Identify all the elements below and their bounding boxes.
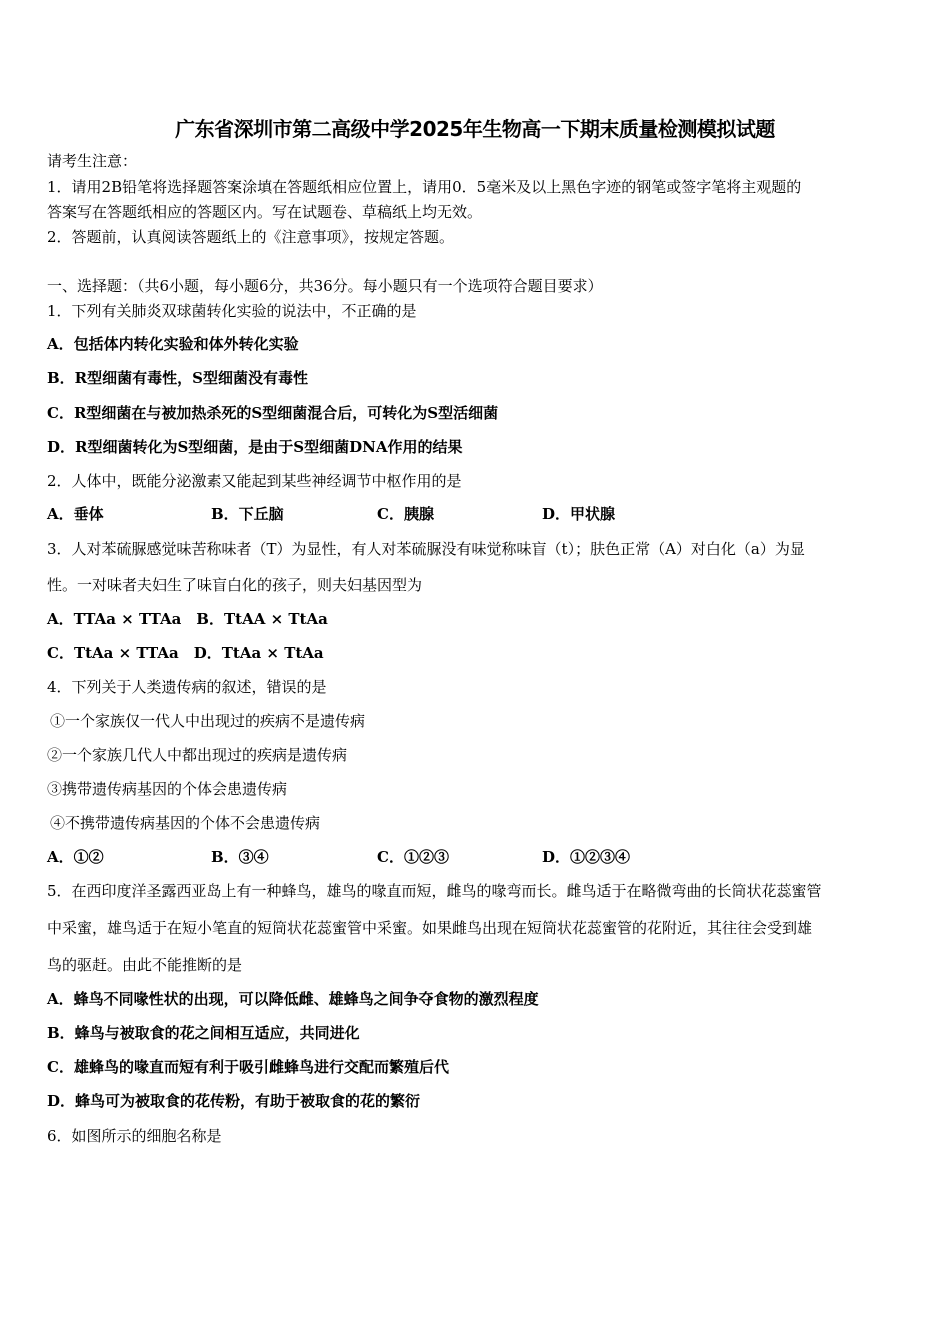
q1-option-a: A．包括体内转化实验和体外转化实验 bbox=[47, 335, 299, 353]
q5-option-a: A．蜂鸟不同喙性状的出现，可以降低雌、雄蜂鸟之间争夺食物的激烈程度 bbox=[47, 990, 539, 1008]
q4-option-a: A．①② bbox=[47, 848, 104, 866]
q2-option-a: A．垂体 bbox=[47, 505, 104, 523]
q1-option-d: D．R型细菌转化为S型细菌，是由于S型细菌DNA作用的结果 bbox=[47, 438, 463, 456]
q3-stem-2: 性。一对味者夫妇生了味盲白化的孩子，则夫妇基因型为 bbox=[47, 576, 423, 594]
q5-stem-3: 鸟的驱赶。由此不能推断的是 bbox=[47, 956, 243, 974]
notice-item-2: 2．答题前，认真阅读答题纸上的《注意事项》，按规定答题。 bbox=[47, 228, 455, 246]
q5-stem-1: 5．在西印度洋圣露西亚岛上有一种蜂鸟，雄鸟的喙直而短，雌鸟的喙弯而长。雌鸟适于在略微弯曲的长筒状花蕊蜜管 bbox=[47, 882, 822, 900]
q3-stem-1: 3．人对苯硫脲感觉味苦称味者（T）为显性，有人对苯硫脲没有味觉称味盲（t）；肤色正常（A）对白化（a）为显 bbox=[47, 540, 805, 558]
notice-heading: 请考生注意： bbox=[47, 152, 138, 170]
q4-statement-4: ④不携带遗传病基因的个体不会患遗传病 bbox=[50, 814, 321, 832]
q2-option-c: C．胰腺 bbox=[377, 505, 434, 523]
q2-option-b: B．下丘脑 bbox=[211, 505, 284, 523]
q1-option-b: B．R型细菌有毒性，S型细菌没有毒性 bbox=[47, 369, 308, 387]
q1-stem: 1．下列有关肺炎双球菌转化实验的说法中，不正确的是 bbox=[47, 302, 417, 320]
q3-options-cd: C．TtAa × TTAa D．TtAa × TtAa bbox=[47, 644, 324, 662]
q1-option-c: C．R型细菌在与被加热杀死的S型细菌混合后，可转化为S型活细菌 bbox=[47, 404, 499, 422]
q4-stem: 4．下列关于人类遗传病的叙述，错误的是 bbox=[47, 678, 327, 696]
q2-stem: 2．人体中，既能分泌激素又能起到某些神经调节中枢作用的是 bbox=[47, 472, 462, 490]
q4-statement-2: ②一个家族几代人中都出现过的疾病是遗传病 bbox=[47, 746, 348, 764]
q4-option-c: C．①②③ bbox=[377, 848, 449, 866]
notice-item-1b: 答案写在答题纸相应的答题区内。写在试题卷、草稿纸上均无效。 bbox=[47, 203, 483, 221]
q4-statement-1: ①一个家族仅一代人中出现过的疾病不是遗传病 bbox=[50, 712, 366, 730]
q5-option-c: C．雄蜂鸟的喙直而短有利于吸引雌蜂鸟进行交配而繁殖后代 bbox=[47, 1058, 449, 1076]
q4-option-b: B．③④ bbox=[211, 848, 269, 866]
q3-options-ab: A．TTAa × TTAa B．TtAA × TtAa bbox=[47, 610, 328, 628]
q5-stem-2: 中采蜜，雄鸟适于在短小笔直的短筒状花蕊蜜管中采蜜。如果雌鸟出现在短筒状花蕊蜜管的花附近，其往往会受到雄 bbox=[47, 919, 813, 937]
q6-stem: 6．如图所示的细胞名称是 bbox=[47, 1127, 222, 1145]
q4-option-d: D．①②③④ bbox=[542, 848, 631, 866]
q5-option-d: D．蜂鸟可为被取食的花传粉，有助于被取食的花的繁衍 bbox=[47, 1092, 421, 1110]
page-title: 广东省深圳市第二高级中学2025年生物高一下期末质量检测模拟试题 bbox=[175, 117, 775, 141]
q4-statement-3: ③携带遗传病基因的个体会患遗传病 bbox=[47, 780, 288, 798]
q2-option-d: D．甲状腺 bbox=[542, 505, 616, 523]
notice-item-1a: 1．请用2B铅笔将选择题答案涂填在答题纸相应位置上，请用0．5毫米及以上黑色字迹的钢笔或签字笔将主观题的 bbox=[47, 178, 802, 196]
q5-option-b: B．蜂鸟与被取食的花之间相互适应，共同进化 bbox=[47, 1024, 360, 1042]
section-heading: 一、选择题：（共6小题，每小题6分，共36分。每小题只有一个选项符合题目要求） bbox=[47, 277, 603, 295]
